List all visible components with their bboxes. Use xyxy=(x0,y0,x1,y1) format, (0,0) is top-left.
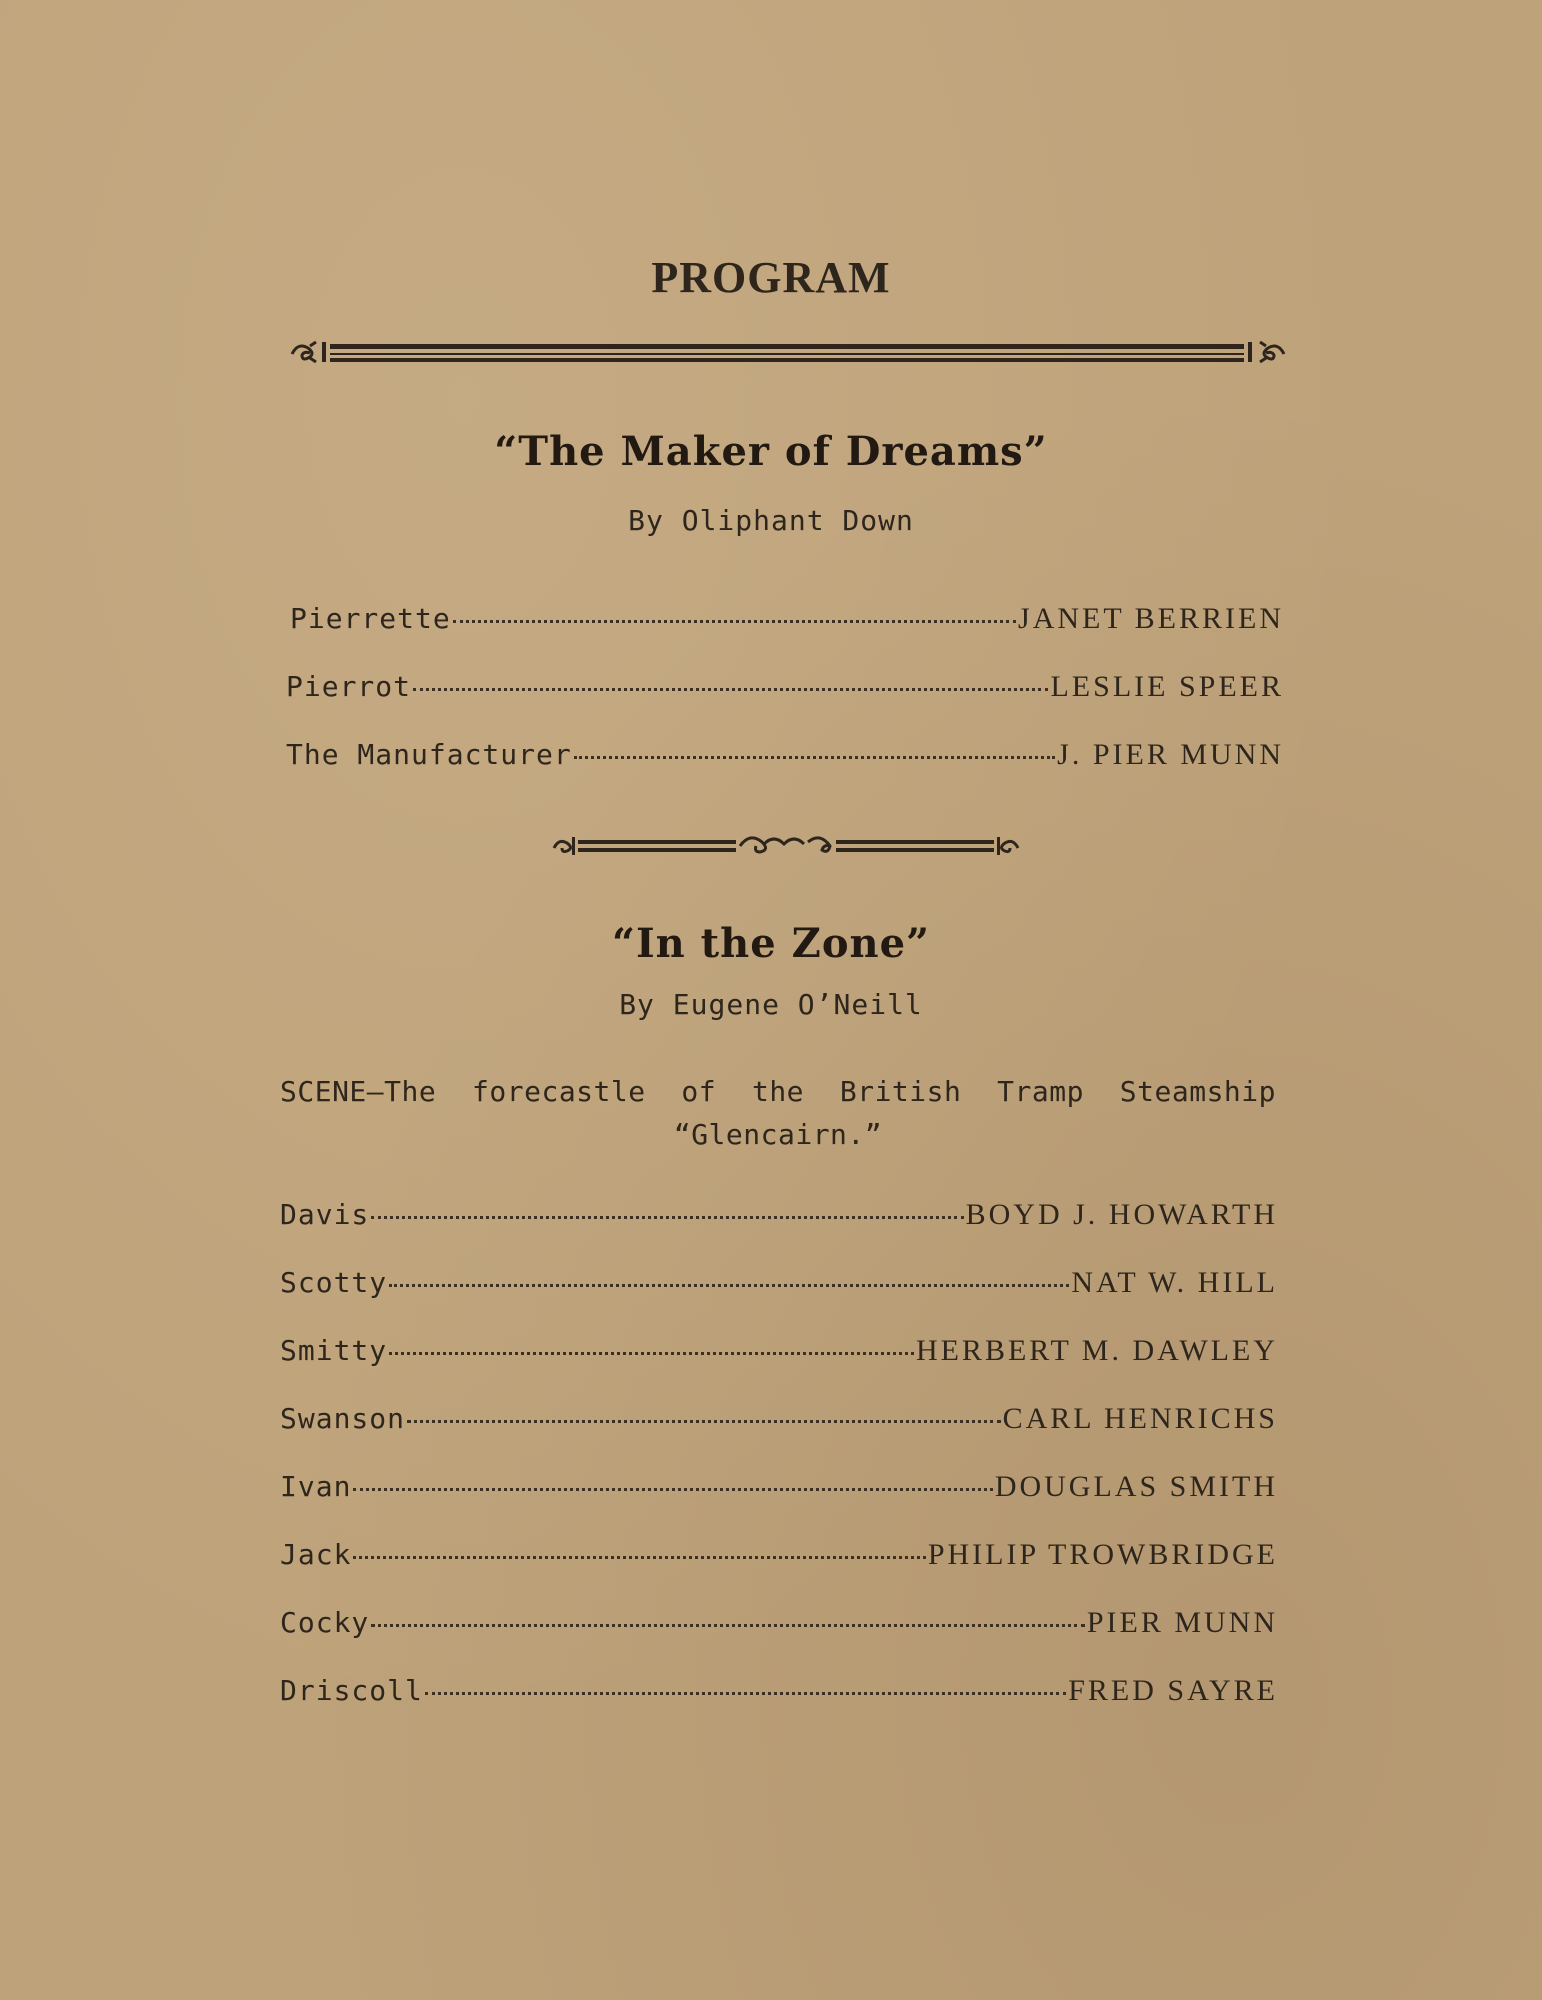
cast-role: Scotty xyxy=(280,1266,388,1299)
ornamental-rule-top xyxy=(288,336,1288,368)
leader-dots xyxy=(389,1284,1069,1287)
cast-role: Jack xyxy=(280,1538,352,1571)
cast-row xyxy=(290,602,1284,642)
cast-row xyxy=(280,1402,1278,1442)
leader-dots xyxy=(371,1216,963,1219)
cast-actor: NAT W. HILL xyxy=(1071,1266,1278,1299)
leader-dots xyxy=(371,1624,1085,1627)
cast-role: Smitty xyxy=(280,1334,388,1367)
cast-role: Driscoll xyxy=(280,1674,423,1707)
scene-description xyxy=(280,1070,1276,1156)
leader-dots xyxy=(353,1488,992,1491)
leader-dots xyxy=(453,620,1016,623)
cast-role: Davis xyxy=(280,1198,370,1231)
cast-row xyxy=(286,738,1284,778)
leader-dots xyxy=(353,1556,925,1559)
ornamental-rule-middle xyxy=(550,832,1022,862)
play-title: “The Maker of Dreams” xyxy=(494,428,1048,475)
leader-dots xyxy=(425,1692,1066,1695)
play-author: By Eugene O’Neill xyxy=(619,988,923,1021)
cast-row xyxy=(280,1198,1278,1238)
cast-row xyxy=(280,1470,1278,1510)
leader-dots xyxy=(413,688,1048,691)
leader-dots xyxy=(407,1420,1001,1423)
cast-row xyxy=(280,1334,1278,1374)
cast-role: The Manufacturer xyxy=(286,738,572,771)
play-author: By Oliphant Down xyxy=(628,504,914,537)
play-title: “In the Zone” xyxy=(611,920,931,967)
cast-actor: JANET BERRIEN xyxy=(1018,602,1284,635)
cast-actor: HERBERT M. DAWLEY xyxy=(915,1334,1278,1367)
cast-row xyxy=(280,1606,1278,1646)
leader-dots xyxy=(574,756,1055,759)
scene-line: SCENE—The forecastle of the British Tramp Steamship xyxy=(280,1075,1276,1108)
cast-actor: J. PIER MUNN xyxy=(1057,738,1284,771)
leader-dots xyxy=(389,1352,914,1355)
cast-role: Swanson xyxy=(280,1402,406,1435)
cast-actor: BOYD J. HOWARTH xyxy=(965,1198,1278,1231)
cast-actor: LESLIE SPEER xyxy=(1050,670,1284,703)
cast-role: Cocky xyxy=(280,1606,370,1639)
cast-actor: CARL HENRICHS xyxy=(1002,1402,1278,1435)
scene-line: “Glencairn.” xyxy=(673,1118,883,1151)
program-heading: PROGRAM xyxy=(651,253,891,302)
cast-actor: PIER MUNN xyxy=(1086,1606,1278,1639)
cast-row xyxy=(286,670,1284,710)
cast-row xyxy=(280,1538,1278,1578)
cast-role: Ivan xyxy=(280,1470,352,1503)
cast-role: Pierrot xyxy=(286,670,412,703)
cast-actor: FRED SAYRE xyxy=(1068,1674,1278,1707)
cast-role: Pierrette xyxy=(290,602,451,635)
cast-row xyxy=(280,1266,1278,1306)
cast-row xyxy=(280,1674,1278,1714)
cast-actor: DOUGLAS SMITH xyxy=(994,1470,1278,1503)
cast-actor: PHILIP TROWBRIDGE xyxy=(927,1538,1278,1571)
